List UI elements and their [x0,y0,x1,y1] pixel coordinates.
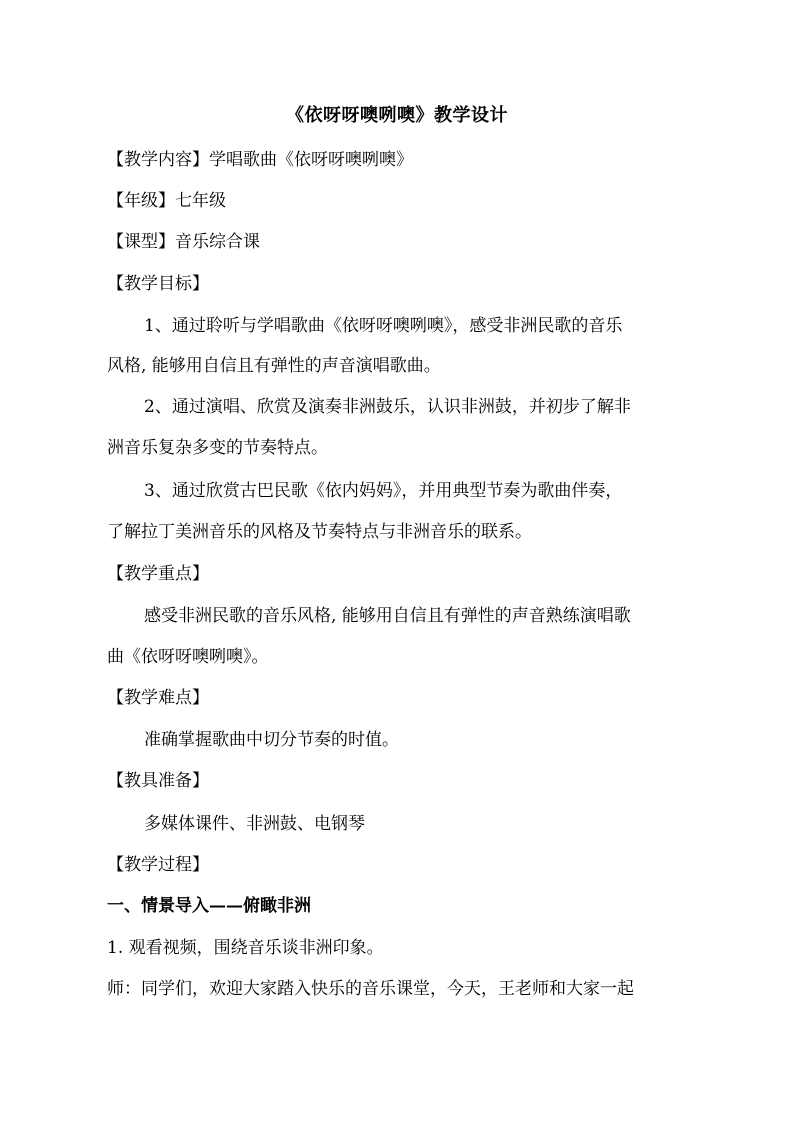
grade-line: 【年级】七年级 [107,191,226,211]
objectives-heading: 【教学目标】 [107,274,209,294]
document-title: 《依呀呀噢咧噢》教学设计 [286,105,508,126]
objective-line-2: 风格, 能够用自信且有弹性的声音演唱歌曲。 [107,356,441,376]
objective-line-1: 1、通过聆听与学唱歌曲《依呀呀噢咧噢》，感受非洲民歌的音乐 [144,316,623,336]
lesson-type-line: 【课型】音乐综合课 [107,232,260,252]
objective-line-5: 3、通过欣赏古巴民歌《依内妈妈》，并用典型节奏为歌曲伴奏， [144,481,623,501]
key-points-line-2: 曲《依呀呀噢咧噢》。 [107,647,269,667]
difficulties-text: 准确掌握歌曲中切分节奏的时值。 [144,730,399,750]
materials-text: 多媒体课件、非洲鼓、电钢琴 [144,814,365,834]
objective-line-3: 2、通过演唱、欣赏及演奏非洲鼓乐，认识非洲鼓，并初步了解非 [144,397,631,417]
difficulties-heading: 【教学难点】 [107,688,209,708]
teacher-line: 师：同学们，欢迎大家踏入快乐的音乐课堂，今天，王老师和大家一起 [107,979,634,999]
objective-line-4: 洲音乐复杂多变的节奏特点。 [107,438,328,458]
key-points-heading: 【教学重点】 [107,564,209,584]
process-section-1: 一、情景导入——俯瞰非洲 [107,896,311,916]
teaching-content-line: 【教学内容】学唱歌曲《依呀呀噢咧噢》 [107,150,413,170]
process-step-1: 1. 观看视频，围绕音乐谈非洲印象。 [107,938,384,958]
objective-line-6: 了解拉丁美洲音乐的风格及节奏特点与非洲音乐的联系。 [107,522,532,542]
process-heading: 【教学过程】 [107,855,209,875]
key-points-line-1: 感受非洲民歌的音乐风格, 能够用自信且有弹性的声音熟练演唱歌 [144,606,631,626]
materials-heading: 【教具准备】 [107,771,209,791]
